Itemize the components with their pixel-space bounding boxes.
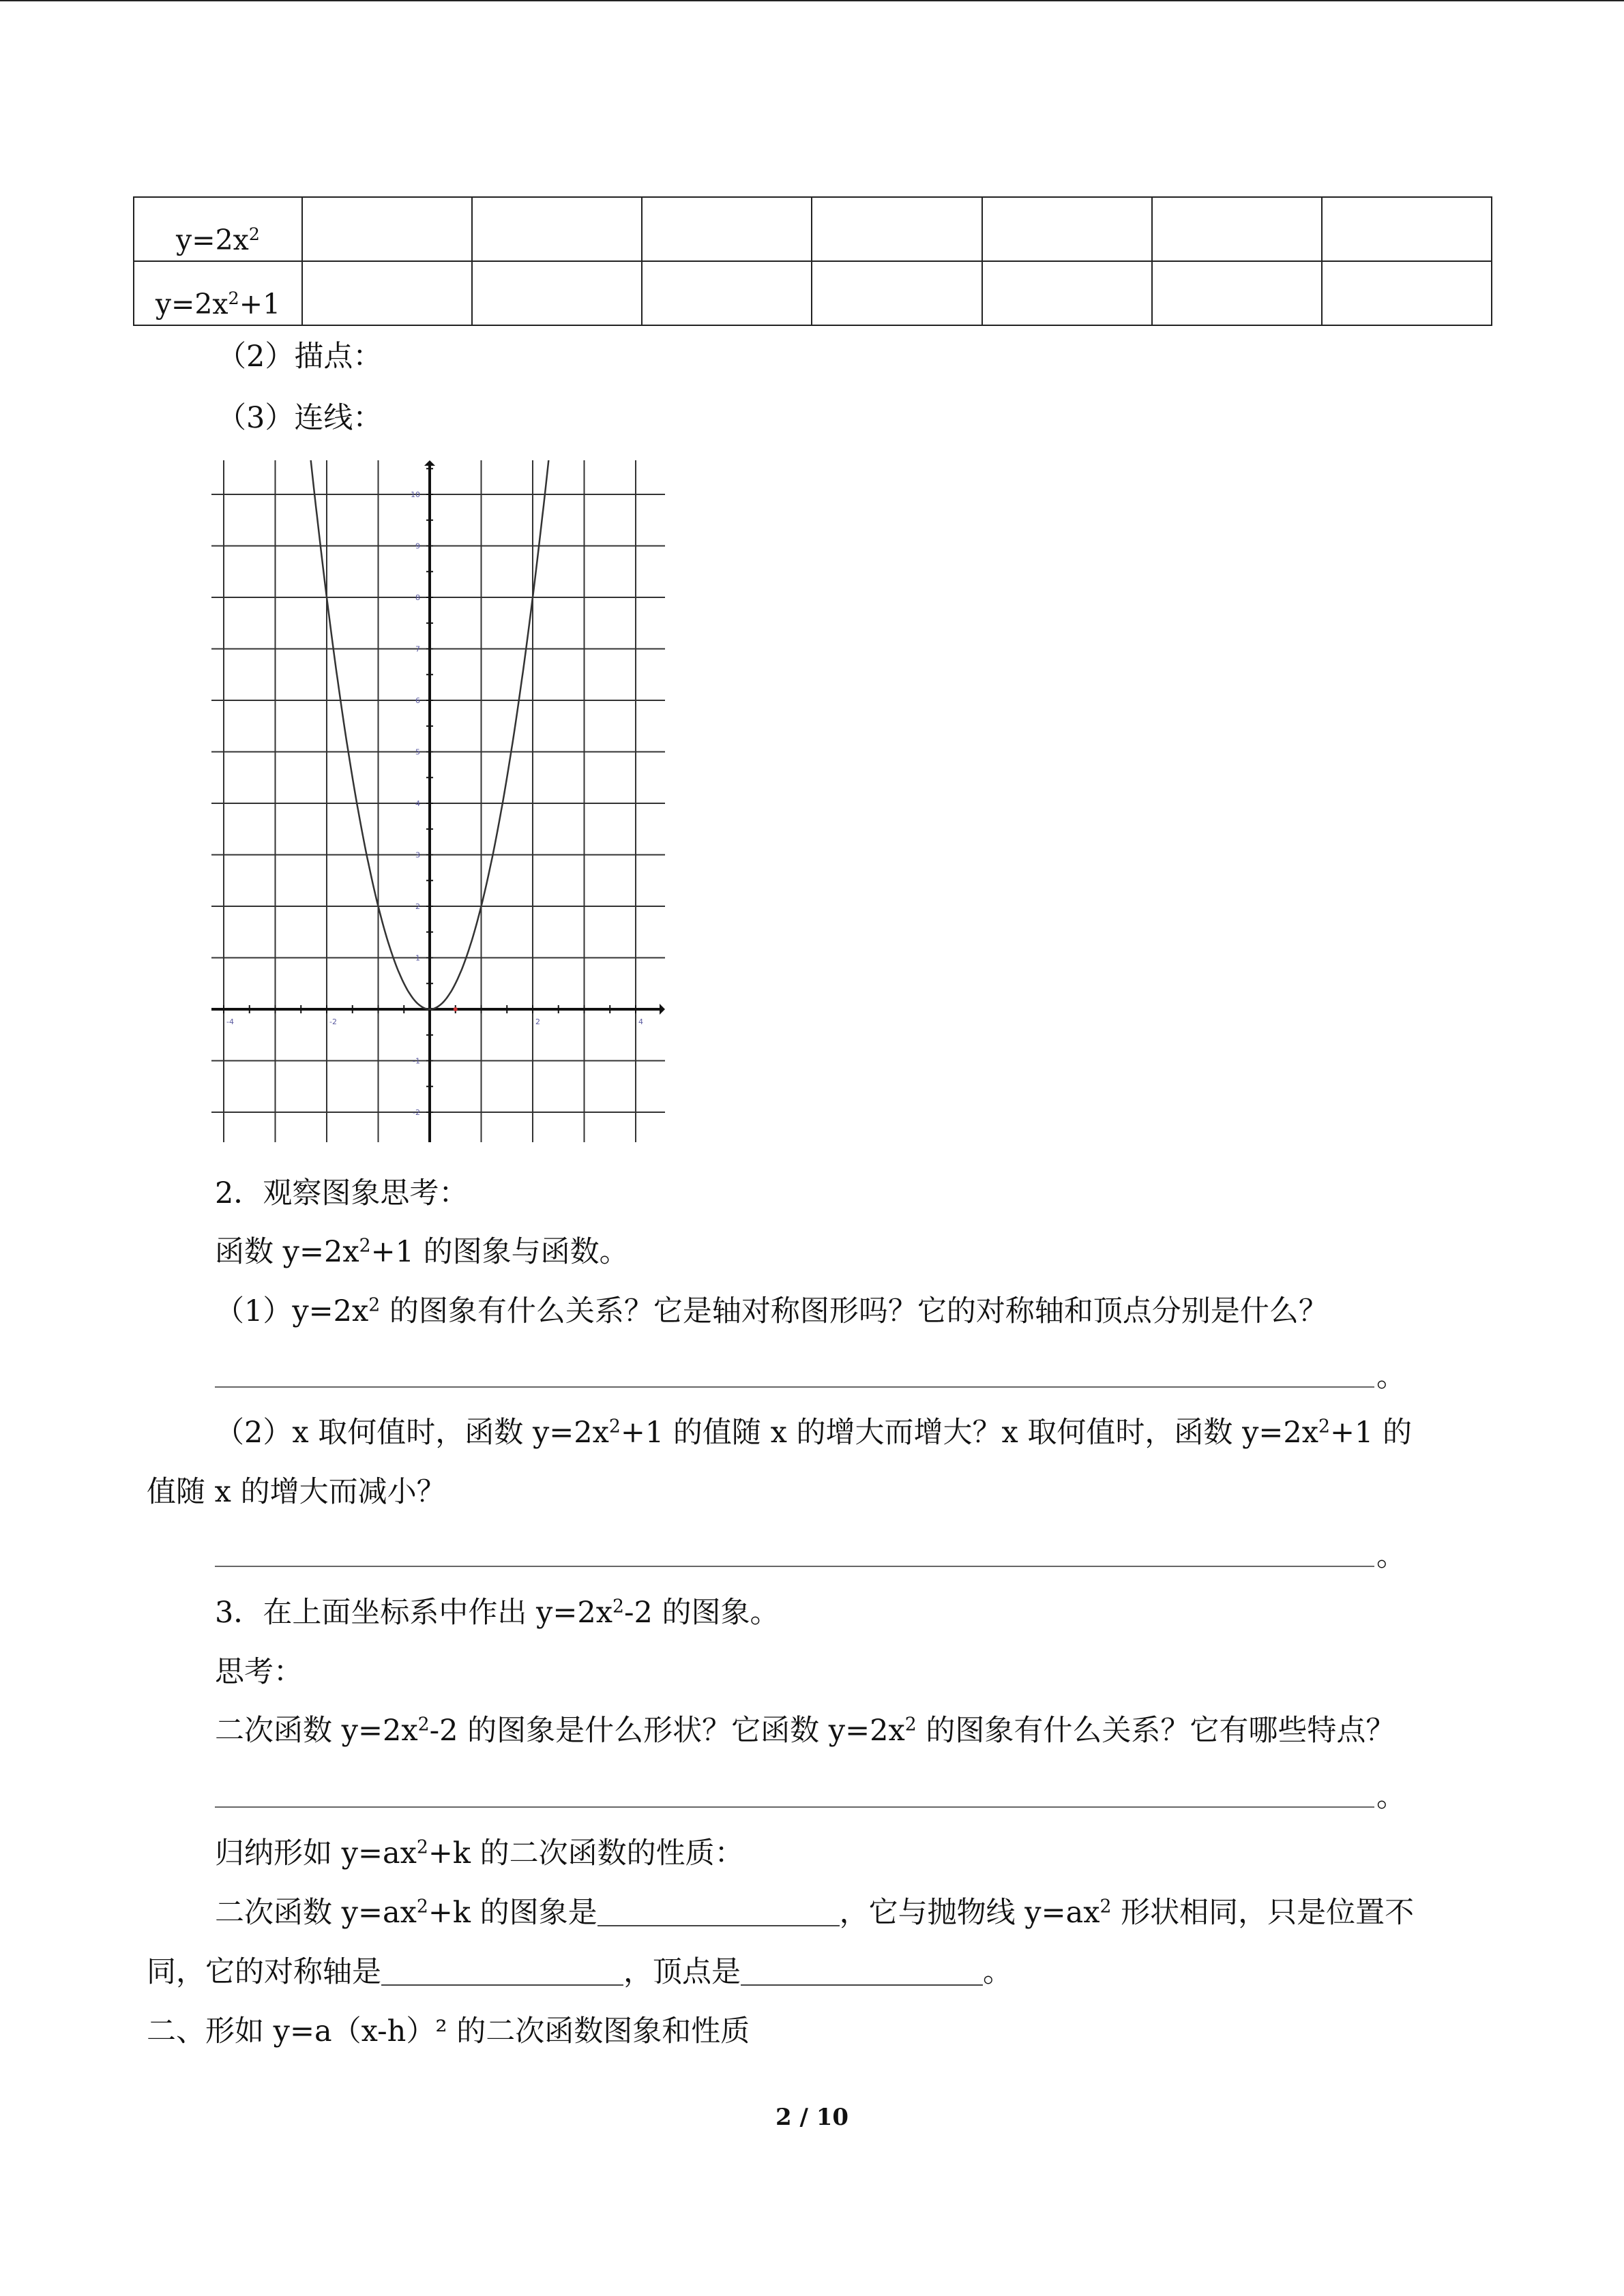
y-tick-label: 5 [415,747,420,757]
value-cell[interactable] [472,197,642,261]
answer-end-mark-1: 。 [1376,1360,1406,1394]
blank-vertex[interactable] [741,1957,983,1986]
value-table [133,196,1492,326]
value-cell[interactable] [1152,261,1322,325]
answer-end-mark-3: 。 [1376,1780,1406,1814]
value-cell[interactable] [302,197,472,261]
q3-think: 思考： [215,1655,303,1689]
y-tick-label: -1 [413,1056,420,1066]
step-plot: （2）描点： [217,340,383,374]
table-row [134,261,1492,325]
value-cell[interactable] [472,261,642,325]
function-label-cell: $y=2x^2$ [134,197,302,261]
value-cell[interactable] [1152,197,1322,261]
y-tick-label: -2 [413,1108,420,1117]
q2-heading: 2．观察图象思考： [215,1176,469,1210]
value-cell[interactable] [982,261,1152,325]
parabola-graph [211,460,665,1142]
y-tick-label: 6 [415,696,420,705]
answer-end-mark-2: 。 [1376,1539,1406,1573]
value-cell[interactable] [1322,197,1492,261]
blank-axis[interactable] [381,1957,623,1986]
answer-line-3[interactable] [215,1806,1374,1808]
y-tick-label: 4 [415,799,420,808]
value-cell[interactable] [812,261,981,325]
x-tick-label: 4 [638,1017,643,1026]
table-row [134,197,1492,261]
answer-line-1[interactable] [215,1386,1374,1388]
q3-question: 二次函数 $y=2x^2-2$ 的图象是什么形状？它函数 $y=2x^2$ 的图象有什么关系？它有哪些特点？ [215,1714,1396,1748]
y-tick-label: 9 [415,541,420,551]
y-tick-label: 10 [411,490,420,499]
q2-part2-cont: 值随 x 的增大而减小？ [147,1475,446,1509]
y-tick-label: 3 [415,850,420,860]
blank-shape[interactable] [597,1898,840,1926]
q2-part2: （2）x 取何值时，函数 $y=2x^2+1$ 的值随 x 的增大而增大？x 取何值时，函数 $y=2x^2+1$ 的 [215,1416,1413,1450]
value-cell[interactable] [982,197,1152,261]
page-number: 2 / 10 [775,2104,849,2131]
top-border [0,0,1624,1]
y-tick-label: 2 [415,902,420,911]
summary-line-2: 同，它的对称轴是 ，顶点是 。 [147,1955,1012,1989]
value-cell[interactable] [302,261,472,325]
value-cell[interactable] [812,197,981,261]
y-tick-label: 8 [415,593,420,602]
step-connect: （3）连线： [217,401,383,435]
x-axis-arrow [660,1004,665,1015]
x-tick-label: -2 [329,1017,337,1026]
function-label-cell: $y=2x^2+1$ [134,261,302,325]
value-cell[interactable] [642,197,812,261]
marker-point [454,1007,458,1011]
section-2-heading: 二、形如 y=a（x-h）² 的二次函数图象和性质 [147,2014,750,2048]
y-tick-label: 7 [415,644,420,654]
summary-title: 归纳形如 $y=ax^2+k$ 的二次函数的性质： [215,1836,744,1870]
answer-line-2[interactable] [215,1566,1374,1567]
x-tick-label: -4 [226,1017,234,1026]
value-cell[interactable] [642,261,812,325]
x-tick-label: 2 [535,1017,540,1026]
q3-heading: 3．在上面坐标系中作出 $y=2x^2-2$ 的图象。 [215,1596,780,1630]
value-cell[interactable] [1322,261,1492,325]
q2-part1: $(1)y=2x^2$ 的图象有什么关系？它是轴对称图形吗？它的对称轴和顶点分别是什么？ [215,1294,1328,1328]
y-tick-label: 1 [415,953,420,963]
y-axis-arrow [424,460,435,466]
summary-line-1: 二次函数 $y=ax^2+k$ 的图象是 ，它与抛物线 $y=ax^2$ 形状相同，只是位置不 [215,1896,1415,1930]
q2-intro: 函数 $y=2x^2+1$ 的图象与函数。 [215,1235,629,1269]
